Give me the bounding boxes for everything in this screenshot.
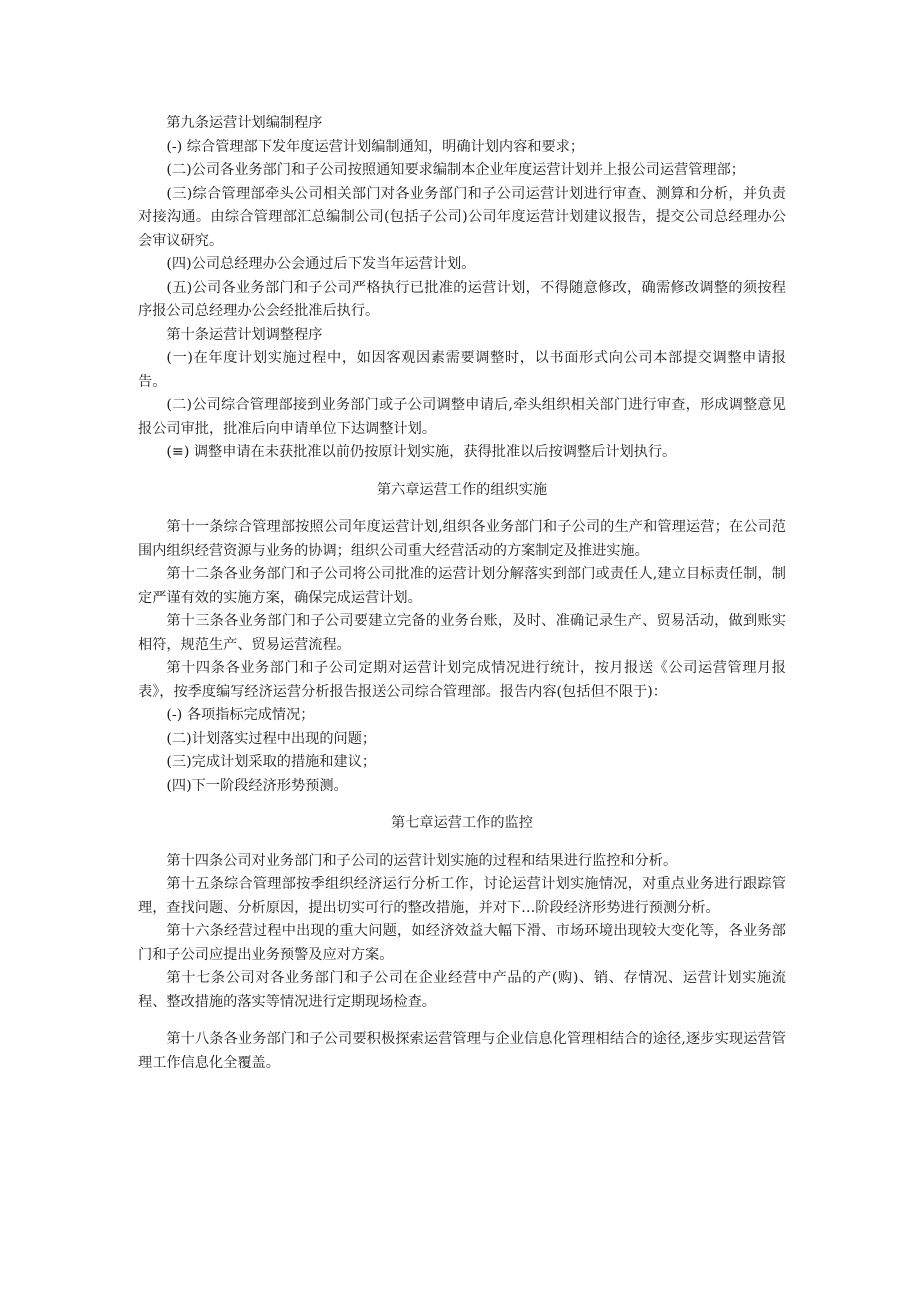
list-item: (一)在年度计划实施过程中，如因客观因素需要调整时，以书面形式向公司本部提交调整申请报告。 — [138, 350, 786, 390]
article-paragraph: 第十五条综合管理部按季组织经济运行分析工作，讨论运营计划实施情况，对重点业务进行跟踪管理，查找问题、分析原因，提出切实可行的整改措施，并对下…阶段经济形势进行预测分析。 — [138, 876, 786, 916]
document-page — [138, 112, 786, 1075]
article-paragraph: 第十三条各业务部门和子公司要建立完备的业务台账，及时、准确记录生产、贸易活动，做到账实相符，规范生产、贸易运营流程。 — [138, 613, 786, 653]
list-item: (三)综合管理部牵头公司相关部门对各业务部门和子公司运营计划进行审查、测算和分析，并负责对接沟通。由综合管理部汇总编制公司(包括子公司)公司年度运营计划建议报告，提交公司总经理办公会审议研究。 — [138, 185, 786, 249]
article-paragraph: 第十六条经营过程中出现的重大问题，如经济效益大幅下滑、市场环境出现较大变化等，各业务部门和子公司应提出业务预警及应对方案。 — [138, 923, 786, 963]
article-heading: 第十条运营计划调整程序 — [166, 326, 323, 343]
list-item: (四)下一阶段经济形势预测。 — [166, 777, 348, 794]
article-paragraph: 第十四条公司对业务部门和子公司的运营计划实施的过程和结果进行监控和分析。 — [166, 852, 678, 869]
list-item: (二)计划落实过程中出现的问题； — [166, 730, 377, 747]
article-paragraph: 第十一条综合管理部按照公司年度运营计划,组织各业务部门和子公司的生产和管理运营；在公司范围内组织经营资源与业务的协调；组织公司重大经营活动的方案制定及推进实施。 — [138, 519, 786, 559]
list-item: (二)公司各业务部门和子公司按照通知要求编制本企业年度运营计划并上报公司运营管理部； — [166, 162, 745, 178]
article-paragraph: 第十四条各业务部门和子公司定期对运营计划完成情况进行统计，按月报送《公司运营管理月报表》，按季度编写经济运营分析报告报送公司综合管理部。报告内容(包括但不限于)： — [138, 660, 786, 700]
list-item: (-) 综合管理部下发年度运营计划编制通知，明确计划内容和要求； — [166, 138, 585, 155]
list-item: (三)完成计划采取的措施和建议； — [166, 754, 377, 770]
article-heading: 第九条运营计划编制程序 — [166, 115, 323, 131]
list-item: (四)公司总经理办公会通过后下发当年运营计划。 — [166, 256, 476, 272]
article-paragraph: 第十七条公司对各业务部门和子公司在企业经营中产品的产(购)、销、存情况、运营计划实施流程、整改措施的落实等情况进行定期现场检查。 — [138, 970, 786, 1010]
article-paragraph: 第十二条各业务部门和子公司将公司批准的运营计划分解落实到部门或责任人,建立目标责任制，制定严谨有效的实施方案，确保完成运营计划。 — [138, 566, 786, 606]
chapter-heading: 第六章运营工作的组织实施 — [376, 481, 548, 498]
chapter-heading: 第七章运营工作的监控 — [391, 815, 533, 831]
list-item: (二)公司综合管理部接到业务部门或子公司调整申请后,牵头组织相关部门进行审查，形成调整意见报公司审批，批准后向申请单位下达调整计划。 — [138, 397, 786, 437]
list-item: (五)公司各业务部门和子公司严格执行已批准的运营计划，不得随意修改，确需修改调整的须按程序报公司总经理办公会经批准后执行。 — [138, 279, 786, 319]
article-paragraph: 第十八条各业务部门和子公司要积极探索运营管理与企业信息化管理相结合的途径,逐步实现运营管理工作信息化全覆盖。 — [138, 1031, 786, 1071]
list-item: (≡) 调整申请在未获批准以前仍按原计划实施，获得批准以后按调整后计划执行。 — [166, 444, 677, 460]
list-item: (-) 各项指标完成情况； — [166, 707, 315, 723]
